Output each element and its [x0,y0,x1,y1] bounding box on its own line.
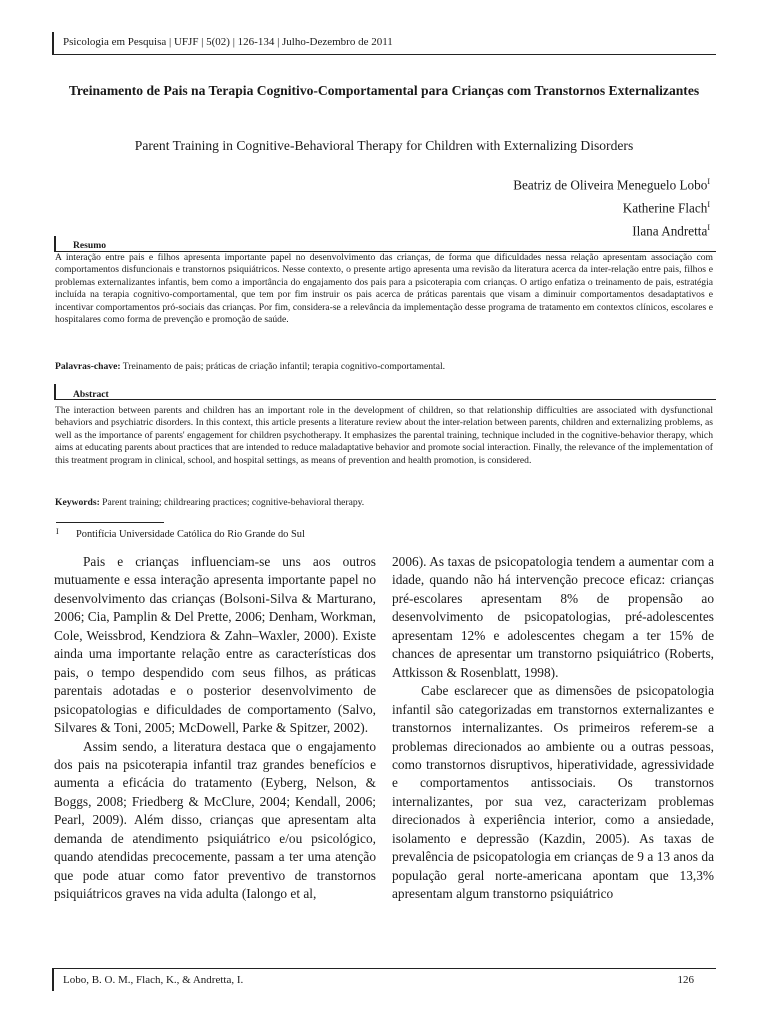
author-1: Beatriz de Oliveira Meneguelo Lobo$^I$ [513,177,710,193]
abstract-rule [54,384,716,400]
footnote-text: Pontifícia Universidade Católica do Rio Grande do Sul [76,529,305,540]
footnote-rule [56,522,164,523]
footnote-mark: I [56,527,59,536]
footer-citation: Lobo, B. O. M., Flach, K., & Andretta, I. [63,974,244,986]
running-head: Psicologia em Pesquisa | UFJF | 5(02) | 126-134 | Julho-Dezembro de 2011 [63,36,393,48]
resumo-rule [54,236,716,252]
resumo-keywords: Palavras-chave: Treinamento de pais; práticas de criação infantil; terapia cognitivo-comportamental. [55,361,446,372]
body-column-left [54,553,376,904]
resumo-text: A interação entre pais e filhos apresenta importante papel no desenvolvimento das crianças, de forma que dificuldades nessa relação apresentam associação com comportamentos disfuncionais e transtornos psiquiátricos. Nesse contexto, o presente artigo apresenta uma revisão da literatura acerca da inter-relação entre pais, filhos e problemas externalizantes infantis, bem como a importância do engajamento dos pais para a psicoterapia com crianças. O artigo enfatiza o treinamento de pais, estratégia incluída na terapia cognitivo-comportamental, que tem por fim instruir os pais acerca de práticas parentais que visam a diminuir comportamentos desadaptativos e incentivar comportamentos pró-sociais das crianças. Por fim, considera-se a relevância da implementação desse programa de tratamento em contextos clínicos, escolares e hospitalares como forma de prevenção e promoção de saúde. [55,252,713,326]
abstract-keywords: Keywords: Parent training; childrearing practices; cognitive-behavioral therapy. [55,497,365,508]
author-2: Katherine Flach$^I$ [622,199,710,216]
abstract-text: The interaction between parents and children has an important role in the development of children, so that relationship difficulties are associated with dysfunctional behaviors and psychiatric disorders. In this context, this article presents a literature review about the inter-relation between parents, children and externalizing problems, as well as the importance of parents' engagement for children psychotherapy. It emphasizes the parental training, technique included in the cognitive-behavior therapy, which aims at educating parents about practices that are intended to reduce maladaptative behavior and promote social interaction. Finally, the relevance of the implementation of this treatment program in clinical, school, and hospital settings, as means of prevention and health promotion, is considered. [55,405,713,466]
paragraph: Cabe esclarecer que as dimensões de psicopatologia infantil são categorizadas em transtornos externalizantes e transtornos internalizantes. Os primeiros referem-se a problemas direcionados ao ambiente ou a outras pessoas, como transtornos disruptivos, hiperatividade, agressividade e comportamentos antissociais. Os transtornos internalizantes, por sua vez, caracterizam problemas direcionados à experiência interior, como a ansiedade, isolamento e depressão (Kazdin, 2005). As taxas de prevalência de psicopatologia em crianças de 9 a 13 anos da população geral norte-americana apontam que 13,3% apresentam algum transtorno psiquiátrico [392,683,714,902]
paragraph: Pais e crianças influenciam-se uns aos outros mutuamente e essa interação apresenta importante papel no desenvolvimento das crianças (Bolsoni-Silva & Marturano, 2006; Cia, Pamplin & Del Prette, 2006; Denham, Workman, Cole, Weissbrod, Kendziora & Zahn–Waxler, 2000). Existe ainda uma importante relação entre as características dos pais, o tempo despendido com seus filhos, as práticas parentais adotadas e o posterior desenvolvimento de psicopatologias e dificuldades de comportamento (Salvo, Silvares & Toni, 2005; McDowell, Parke & Spitzer, 2002). [54,554,376,736]
body-column-right [392,553,714,904]
paragraph: 2006). As taxas de psicopatologia tendem a aumentar com a idade, quando não há intervenção precoce eficaz: crianças pré-escolares apresentam 8% de propensão ao desenvolvimento de psicopatologias, pré-adolescentes apresentam 12% e adolescentes chegam a ter 15% de chances de apresentar um transtorno psiquiátrico (Roberts, Attkisson & Rosenblatt, 1998). [392,554,714,680]
resumo-heading: Resumo [73,240,107,251]
page-number: 126 [677,974,694,986]
article-title-en: Parent Training in Cognitive-Behavioral Therapy for Children with Externalizing Disorders [134,138,634,153]
article-title-pt: Treinamento de Pais na Terapia Cognitivo-Comportamental para Crianças com Transtornos Externalizantes [68,83,700,98]
paragraph: Assim sendo, a literatura destaca que o engajamento dos pais na psicoterapia infantil traz grandes benefícios e aumenta a eficácia do tratamento (Eyberg, Nelson, & Boggs, 2008; Friedberg & McClure, 2004; Kendall, 2006; Pearl, 2009). Além disso, crianças que apresentam alta demanda de atendimento psiquiátrico e/ou psicológico, quando atendidas precocemente, passam a ter uma atenção que pode atuar como fator preventivo de transtornos psiquiátricos graves na vida adulta (Ialongo et al, [54,738,376,902]
abstract-heading: Abstract [73,389,109,400]
author-3: Ilana Andretta$^I$ [632,222,710,239]
author-list [513,172,710,241]
